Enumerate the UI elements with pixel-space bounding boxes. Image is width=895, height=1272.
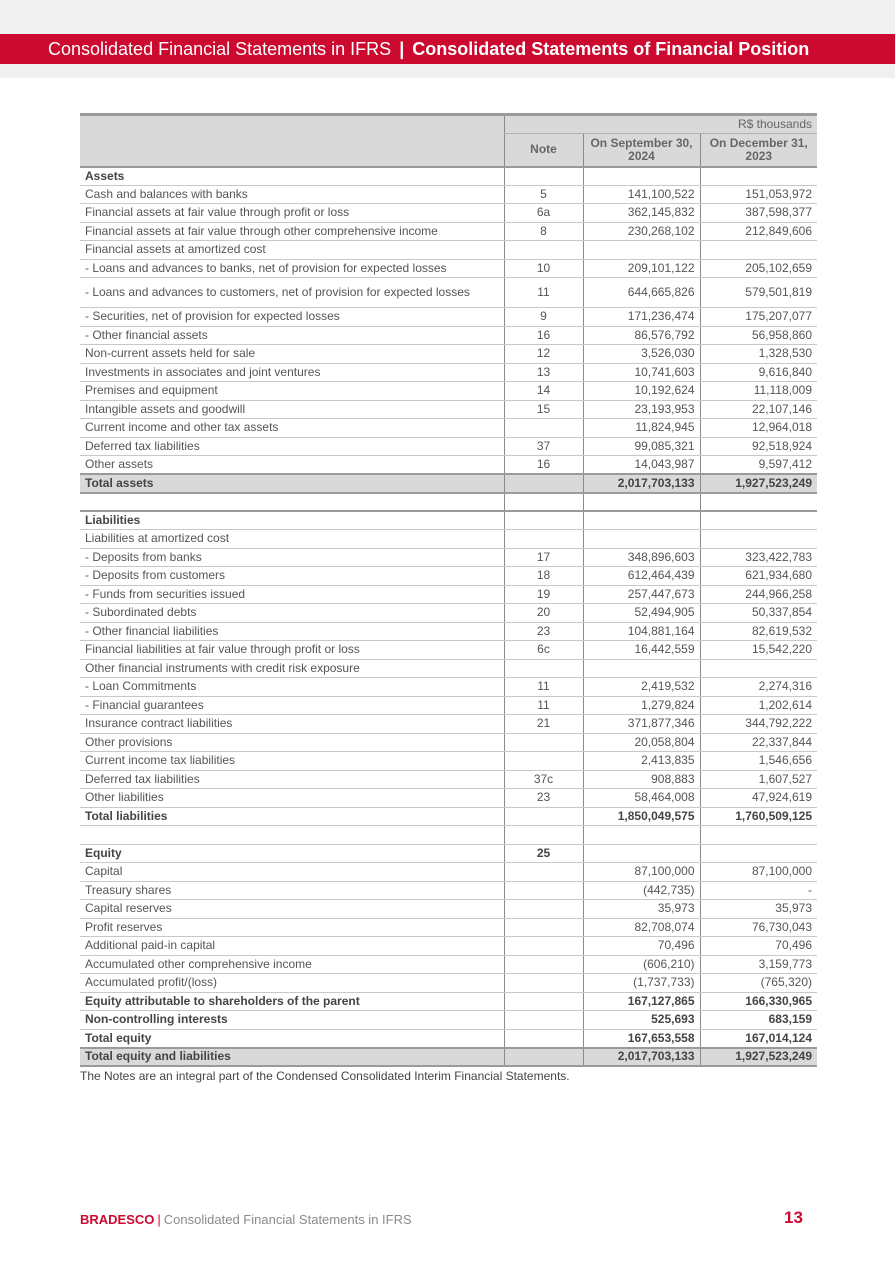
- footer-separator: |: [157, 1212, 161, 1227]
- row-value-current: 70,496: [583, 937, 700, 956]
- table-row: [80, 900, 817, 919]
- table-row: [80, 696, 817, 715]
- row-value-prior: 2,274,316: [700, 678, 817, 697]
- row-value-current: [583, 241, 700, 260]
- row-note: 10: [504, 259, 583, 278]
- row-label: Other assets: [80, 456, 504, 475]
- row-value-current: [583, 844, 700, 863]
- row-value-prior: 12,964,018: [700, 419, 817, 438]
- table-row: [80, 437, 817, 456]
- row-label: Other provisions: [80, 733, 504, 752]
- table-row: [80, 604, 817, 623]
- row-value-current: 99,085,321: [583, 437, 700, 456]
- table-row: [80, 844, 817, 863]
- row-label: Additional paid-in capital: [80, 937, 504, 956]
- footnote: The Notes are an integral part of the Condensed Consolidated Interim Financial Statements.: [80, 1069, 570, 1083]
- row-value-current: 644,665,826: [583, 278, 700, 308]
- row-value-current: 209,101,122: [583, 259, 700, 278]
- table-row: [80, 641, 817, 660]
- table-body: [80, 167, 817, 1067]
- row-label: Capital: [80, 863, 504, 882]
- table-row: [80, 807, 817, 826]
- table-row: [80, 1029, 817, 1048]
- table-row: [80, 992, 817, 1011]
- table-row: [80, 826, 817, 845]
- row-value-prior: 1,546,656: [700, 752, 817, 771]
- row-label: Financial assets at amortized cost: [80, 241, 504, 260]
- row-note: [504, 826, 583, 845]
- row-value-prior: [700, 241, 817, 260]
- table-row: [80, 585, 817, 604]
- row-value-prior: 50,337,854: [700, 604, 817, 623]
- row-value-prior: [700, 167, 817, 186]
- row-value-prior: 151,053,972: [700, 185, 817, 204]
- row-label: - Other financial liabilities: [80, 622, 504, 641]
- col-header-current: On September 30, 2024: [583, 134, 700, 167]
- row-value-prior: (765,320): [700, 974, 817, 993]
- table-row: [80, 382, 817, 401]
- row-note: 9: [504, 308, 583, 327]
- row-note: [504, 918, 583, 937]
- table-row: [80, 530, 817, 549]
- financial-position-table: [80, 113, 817, 1067]
- row-note: 14: [504, 382, 583, 401]
- row-label: Cash and balances with banks: [80, 185, 504, 204]
- table-row: [80, 937, 817, 956]
- table-row: [80, 715, 817, 734]
- row-note: 20: [504, 604, 583, 623]
- table-row: [80, 863, 817, 882]
- row-note: 23: [504, 789, 583, 808]
- row-value-current: 2,419,532: [583, 678, 700, 697]
- table-row: [80, 345, 817, 364]
- row-value-prior: 9,616,840: [700, 363, 817, 382]
- row-label: Accumulated other comprehensive income: [80, 955, 504, 974]
- header-separator: |: [399, 39, 405, 59]
- row-value-current: 167,127,865: [583, 992, 700, 1011]
- row-note: 5: [504, 185, 583, 204]
- row-label: Accumulated profit/(loss): [80, 974, 504, 993]
- row-value-current: 612,464,439: [583, 567, 700, 586]
- row-value-current: 362,145,832: [583, 204, 700, 223]
- col-header-prior: On December 31, 2023: [700, 134, 817, 167]
- table-row: [80, 222, 817, 241]
- row-note: [504, 1011, 583, 1030]
- table-row: [80, 955, 817, 974]
- table-row: [80, 511, 817, 530]
- row-note: [504, 241, 583, 260]
- row-note: [504, 530, 583, 549]
- row-note: [504, 1048, 583, 1067]
- table-row: [80, 456, 817, 475]
- row-note: [504, 659, 583, 678]
- row-value-current: 35,973: [583, 900, 700, 919]
- col-header-note: Note: [504, 134, 583, 167]
- row-note: [504, 974, 583, 993]
- row-value-current: 141,100,522: [583, 185, 700, 204]
- row-label: - Financial guarantees: [80, 696, 504, 715]
- row-value-prior: 47,924,619: [700, 789, 817, 808]
- row-value-prior: [700, 511, 817, 530]
- row-value-current: [583, 511, 700, 530]
- row-label: - Loan Commitments: [80, 678, 504, 697]
- row-note: [504, 511, 583, 530]
- row-value-current: (1,737,733): [583, 974, 700, 993]
- table-row: [80, 278, 817, 308]
- row-label: Insurance contract liabilities: [80, 715, 504, 734]
- row-value-prior: 1,328,530: [700, 345, 817, 364]
- row-value-prior: 11,118,009: [700, 382, 817, 401]
- row-label: Total liabilities: [80, 807, 504, 826]
- row-value-current: 230,268,102: [583, 222, 700, 241]
- row-value-prior: [700, 826, 817, 845]
- row-label: Financial liabilities at fair value through profit or loss: [80, 641, 504, 660]
- row-value-prior: 22,337,844: [700, 733, 817, 752]
- header-blank-cell: [80, 115, 504, 167]
- row-label: Investments in associates and joint ventures: [80, 363, 504, 382]
- row-value-current: 348,896,603: [583, 548, 700, 567]
- row-label: Financial assets at fair value through profit or loss: [80, 204, 504, 223]
- row-value-current: 171,236,474: [583, 308, 700, 327]
- row-value-current: 257,447,673: [583, 585, 700, 604]
- row-value-prior: 82,619,532: [700, 622, 817, 641]
- row-label: Equity: [80, 844, 504, 863]
- row-value-prior: 1,927,523,249: [700, 474, 817, 493]
- row-label: - Deposits from banks: [80, 548, 504, 567]
- row-value-current: 908,883: [583, 770, 700, 789]
- row-label: Current income tax liabilities: [80, 752, 504, 771]
- row-value-prior: 15,542,220: [700, 641, 817, 660]
- table-row: [80, 493, 817, 512]
- page-header-banner: [0, 34, 895, 64]
- table-row: [80, 789, 817, 808]
- row-note: 8: [504, 222, 583, 241]
- row-label: Other liabilities: [80, 789, 504, 808]
- row-value-prior: 683,159: [700, 1011, 817, 1030]
- header-statement-title: Consolidated Statements of Financial Position: [412, 39, 810, 59]
- row-note: 16: [504, 456, 583, 475]
- row-value-prior: 56,958,860: [700, 326, 817, 345]
- row-label: [80, 493, 504, 512]
- currency-unit: R$ thousands: [504, 115, 817, 134]
- row-value-current: [583, 530, 700, 549]
- row-value-prior: 3,159,773: [700, 955, 817, 974]
- row-note: 18: [504, 567, 583, 586]
- row-note: 37c: [504, 770, 583, 789]
- row-label: Liabilities: [80, 511, 504, 530]
- row-label: Equity attributable to shareholders of the parent: [80, 992, 504, 1011]
- row-label: Treasury shares: [80, 881, 504, 900]
- row-note: [504, 1029, 583, 1048]
- row-value-prior: 87,100,000: [700, 863, 817, 882]
- footer-brand: BRADESCO: [80, 1212, 155, 1227]
- table-row: [80, 881, 817, 900]
- row-label: - Other financial assets: [80, 326, 504, 345]
- row-label: Total assets: [80, 474, 504, 493]
- table-row: [80, 974, 817, 993]
- row-label: Deferred tax liabilities: [80, 437, 504, 456]
- table-row: [80, 733, 817, 752]
- row-value-prior: -: [700, 881, 817, 900]
- row-label: - Subordinated debts: [80, 604, 504, 623]
- row-value-current: 52,494,905: [583, 604, 700, 623]
- row-label: Intangible assets and goodwill: [80, 400, 504, 419]
- row-value-current: 23,193,953: [583, 400, 700, 419]
- row-label: Capital reserves: [80, 900, 504, 919]
- row-note: 15: [504, 400, 583, 419]
- row-note: [504, 992, 583, 1011]
- row-note: 13: [504, 363, 583, 382]
- row-value-current: 10,741,603: [583, 363, 700, 382]
- row-label: Total equity and liabilities: [80, 1048, 504, 1067]
- row-note: 6a: [504, 204, 583, 223]
- row-note: 17: [504, 548, 583, 567]
- row-value-current: 525,693: [583, 1011, 700, 1030]
- row-label: Financial assets at fair value through other comprehensive income: [80, 222, 504, 241]
- row-value-prior: 579,501,819: [700, 278, 817, 308]
- row-value-prior: 92,518,924: [700, 437, 817, 456]
- top-strip: [0, 0, 895, 34]
- row-note: 21: [504, 715, 583, 734]
- table-row: [80, 363, 817, 382]
- table-row: [80, 400, 817, 419]
- table-row: [80, 548, 817, 567]
- row-value-current: [583, 167, 700, 186]
- row-label: Profit reserves: [80, 918, 504, 937]
- row-value-prior: 1,927,523,249: [700, 1048, 817, 1067]
- row-label: Premises and equipment: [80, 382, 504, 401]
- row-note: 12: [504, 345, 583, 364]
- row-value-prior: [700, 844, 817, 863]
- footer-text: Consolidated Financial Statements in IFRS: [163, 1212, 412, 1227]
- row-value-current: 1,279,824: [583, 696, 700, 715]
- table-row: [80, 752, 817, 771]
- row-label: Liabilities at amortized cost: [80, 530, 504, 549]
- table-row: [80, 259, 817, 278]
- row-label: Non-controlling interests: [80, 1011, 504, 1030]
- table-row: [80, 474, 817, 493]
- header-section-title: Consolidated Financial Statements in IFRS: [48, 39, 392, 59]
- row-label: Other financial instruments with credit risk exposure: [80, 659, 504, 678]
- row-value-prior: 1,760,509,125: [700, 807, 817, 826]
- row-value-prior: 167,014,124: [700, 1029, 817, 1048]
- row-value-prior: [700, 493, 817, 512]
- row-value-prior: 244,966,258: [700, 585, 817, 604]
- row-value-prior: 76,730,043: [700, 918, 817, 937]
- row-value-prior: 1,607,527: [700, 770, 817, 789]
- row-label: Deferred tax liabilities: [80, 770, 504, 789]
- row-note: 11: [504, 278, 583, 308]
- row-note: [504, 900, 583, 919]
- row-value-prior: 323,422,783: [700, 548, 817, 567]
- row-note: [504, 474, 583, 493]
- page-footer: [80, 1212, 412, 1227]
- row-note: [504, 955, 583, 974]
- table-row: [80, 1048, 817, 1067]
- row-value-prior: 175,207,077: [700, 308, 817, 327]
- row-value-prior: 1,202,614: [700, 696, 817, 715]
- row-note: [504, 807, 583, 826]
- row-value-prior: 70,496: [700, 937, 817, 956]
- row-value-current: 16,442,559: [583, 641, 700, 660]
- row-label: Current income and other tax assets: [80, 419, 504, 438]
- table-row: [80, 241, 817, 260]
- row-note: [504, 167, 583, 186]
- table-row: [80, 419, 817, 438]
- row-value-current: 2,017,703,133: [583, 474, 700, 493]
- row-label: - Loans and advances to customers, net of provision for expected losses: [80, 278, 504, 308]
- row-label: - Funds from securities issued: [80, 585, 504, 604]
- row-note: 37: [504, 437, 583, 456]
- row-note: 11: [504, 696, 583, 715]
- row-note: [504, 419, 583, 438]
- row-value-prior: 205,102,659: [700, 259, 817, 278]
- table-row: [80, 622, 817, 641]
- row-note: 16: [504, 326, 583, 345]
- table-row: [80, 185, 817, 204]
- row-note: [504, 937, 583, 956]
- row-value-current: 86,576,792: [583, 326, 700, 345]
- row-value-prior: [700, 530, 817, 549]
- row-note: 11: [504, 678, 583, 697]
- row-value-prior: 344,792,222: [700, 715, 817, 734]
- row-value-current: [583, 826, 700, 845]
- row-value-prior: 212,849,606: [700, 222, 817, 241]
- row-value-current: (606,210): [583, 955, 700, 974]
- row-note: [504, 752, 583, 771]
- row-value-current: 1,850,049,575: [583, 807, 700, 826]
- row-value-current: 14,043,987: [583, 456, 700, 475]
- row-value-prior: 35,973: [700, 900, 817, 919]
- table-row: [80, 567, 817, 586]
- row-value-current: [583, 659, 700, 678]
- row-label: [80, 826, 504, 845]
- row-value-current: 371,877,346: [583, 715, 700, 734]
- row-label: Assets: [80, 167, 504, 186]
- row-value-prior: 621,934,680: [700, 567, 817, 586]
- row-value-current: 3,526,030: [583, 345, 700, 364]
- header-under-strip: [0, 64, 895, 78]
- page-number: 13: [784, 1208, 803, 1227]
- table-row: [80, 678, 817, 697]
- row-value-current: 104,881,164: [583, 622, 700, 641]
- row-note: 25: [504, 844, 583, 863]
- row-note: [504, 493, 583, 512]
- row-note: [504, 733, 583, 752]
- row-value-current: 11,824,945: [583, 419, 700, 438]
- row-value-current: 2,413,835: [583, 752, 700, 771]
- row-value-prior: 166,330,965: [700, 992, 817, 1011]
- table-row: [80, 659, 817, 678]
- row-value-prior: 22,107,146: [700, 400, 817, 419]
- table-row: [80, 918, 817, 937]
- table-row: [80, 308, 817, 327]
- row-value-current: 20,058,804: [583, 733, 700, 752]
- row-value-prior: [700, 659, 817, 678]
- row-value-current: 10,192,624: [583, 382, 700, 401]
- row-value-prior: 387,598,377: [700, 204, 817, 223]
- table-row: [80, 1011, 817, 1030]
- row-label: Non-current assets held for sale: [80, 345, 504, 364]
- table-header-unit-row: [80, 115, 817, 134]
- row-value-current: 58,464,008: [583, 789, 700, 808]
- row-note: [504, 881, 583, 900]
- table-row: [80, 770, 817, 789]
- row-note: 19: [504, 585, 583, 604]
- table-row: [80, 167, 817, 186]
- table-row: [80, 204, 817, 223]
- row-value-current: (442,735): [583, 881, 700, 900]
- row-label: - Deposits from customers: [80, 567, 504, 586]
- row-note: [504, 863, 583, 882]
- row-label: - Securities, net of provision for expected losses: [80, 308, 504, 327]
- row-note: 23: [504, 622, 583, 641]
- row-label: Total equity: [80, 1029, 504, 1048]
- row-value-current: [583, 493, 700, 512]
- row-value-current: 2,017,703,133: [583, 1048, 700, 1067]
- row-label: - Loans and advances to banks, net of provision for expected losses: [80, 259, 504, 278]
- row-value-current: 87,100,000: [583, 863, 700, 882]
- row-note: 6c: [504, 641, 583, 660]
- row-value-prior: 9,597,412: [700, 456, 817, 475]
- table-row: [80, 326, 817, 345]
- row-value-current: 167,653,558: [583, 1029, 700, 1048]
- row-value-current: 82,708,074: [583, 918, 700, 937]
